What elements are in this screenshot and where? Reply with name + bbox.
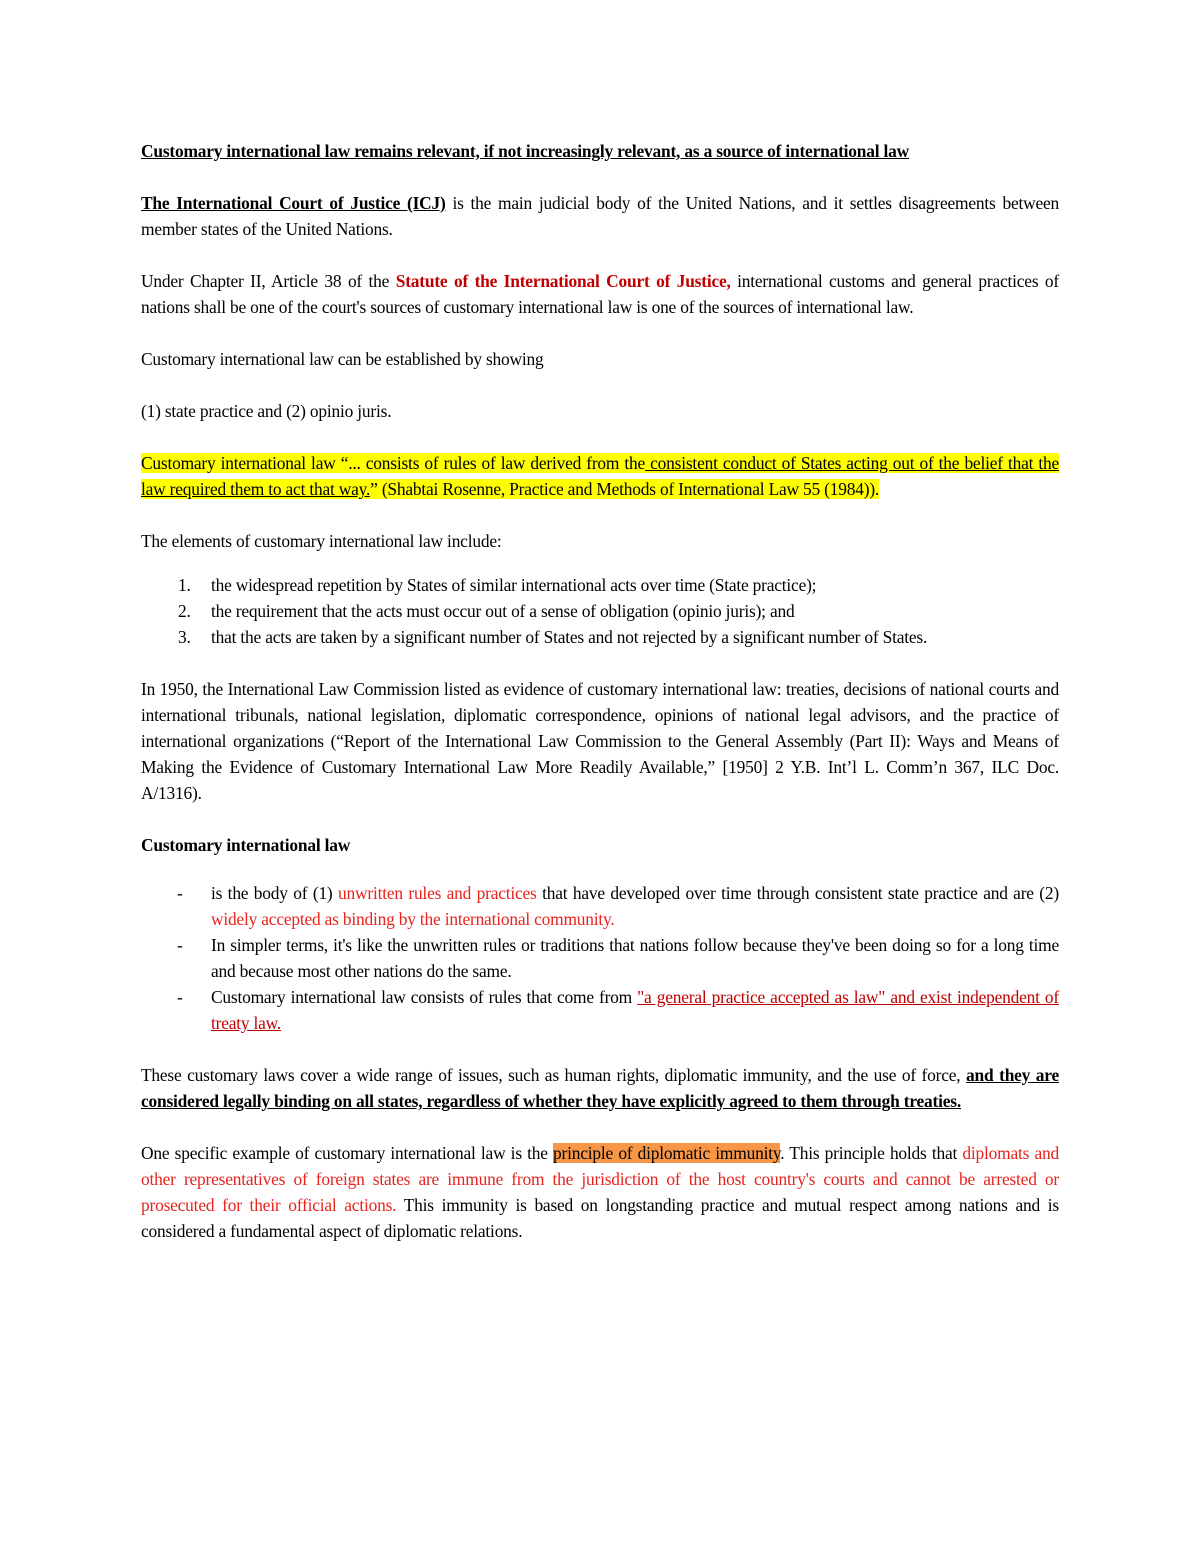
example-text: One specific example of customary international law is the [141, 1143, 554, 1163]
example-text: . This principle holds that [780, 1143, 963, 1163]
bullet-red-text: unwritten rules and practices [338, 883, 537, 903]
rosenne-quote [141, 450, 1059, 502]
list-item [141, 880, 1059, 932]
list-number: 2. [178, 601, 191, 621]
example-paragraph [141, 1140, 1059, 1244]
list-item [141, 984, 1059, 1036]
list-item-text: that the acts are taken by a significant number of States and not rejected by a significant number of States. [211, 627, 928, 647]
list-item-text: the widespread repetition by States of similar international acts over time (State practice); [211, 575, 817, 595]
icj-term: The International Court of Justice (ICJ) [141, 193, 446, 213]
document-title: Customary international law remains relevant, if not increasingly relevant, as a source of international law [141, 141, 910, 161]
cil-bullet-list [141, 880, 1059, 1036]
ilc-paragraph: In 1950, the International Law Commission listed as evidence of customary international law: treaties, decisions of national courts and international tribunals, national legislation, diplomatic correspondence, opinions of national legal advisors, and the practice of international organizations (“Report of the International Law Commission to the General Assembly (Part II): Ways and Means of Making the Evidence of Customary International Law More Readily Available,” [1950] 2 Y.B. Int’l L. Comm’n 367, ILC Doc. A/1316). [141, 679, 1059, 803]
example-text: This immunity is based on longstanding practice and mutual respect among nations and is considered a fundamental aspect of diplomatic relations. [141, 1195, 1059, 1241]
example-red-text: diplomats and other representatives of foreign states are immune from the jurisdiction of the host country's courts and cannot be arrested or prosecuted for their official actions. [141, 1143, 1059, 1215]
diplomatic-immunity-highlight: principle of diplomatic immunity [553, 1143, 781, 1163]
state-practice-line: (1) state practice and (2) opinio juris. [141, 401, 392, 421]
bullet-text: that have developed over time through consistent state practice and are (2) [536, 883, 1059, 903]
elements-intro: The elements of customary international law include: [141, 531, 502, 551]
list-number: 1. [178, 575, 191, 595]
quote-underlined: consistent conduct of States acting out of the belief that the law required them to act that way. [141, 453, 1060, 499]
list-item [141, 932, 1059, 984]
list-item [141, 598, 1059, 624]
document-page [141, 138, 1059, 1270]
statute-name: Statute of the International Court of Justice, [395, 271, 731, 291]
bullet-red-underlined: "a general practice accepted as law" and exist independent of treaty law. [211, 987, 1059, 1033]
bullet-text: Customary international law consists of rules that come from [211, 987, 638, 1007]
cil-heading: Customary international law [141, 835, 351, 855]
bullet-marker: - [177, 883, 183, 903]
bullet-text: is the body of (1) [211, 883, 339, 903]
bullet-marker: - [177, 935, 183, 955]
scope-bold: and they are considered legally binding on all states, regardless of whether they have explicitly agreed to them through treaties. [141, 1065, 1060, 1111]
article-38-after: international customs and general practices of nations shall be one of the court's sources of customary international law is one of the sources of international law. [141, 271, 1059, 317]
list-item [141, 572, 1059, 598]
icj-text: is the main judicial body of the United Nations, and it settles disagreements between member states of the United Nations. [141, 193, 1059, 239]
bullet-marker: - [177, 987, 183, 1007]
scope-paragraph [141, 1062, 1059, 1114]
quote-before: Customary international law “... consists of rules of law derived from the [141, 453, 646, 473]
list-number: 3. [178, 627, 191, 647]
article-38-before: Under Chapter II, Article 38 of the [141, 271, 396, 291]
list-item [141, 624, 1059, 650]
article-38-paragraph [141, 268, 1059, 320]
icj-paragraph [141, 190, 1059, 242]
list-item-text: the requirement that the acts must occur out of a sense of obligation (opinio juris); and [211, 601, 795, 621]
quote-after: ” (Shabtai Rosenne, Practice and Methods of International Law 55 (1984)). [370, 479, 880, 499]
elements-list [141, 572, 1059, 650]
bullet-red-text: widely accepted as binding by the international community. [211, 909, 615, 929]
bullet-text: In simpler terms, it's like the unwritten rules or traditions that nations follow because they've been doing so for a long time and because most other nations do the same. [211, 935, 1059, 981]
scope-text: These customary laws cover a wide range of issues, such as human rights, diplomatic immunity, and the use of force, [141, 1065, 967, 1085]
establish-paragraph: Customary international law can be established by showing [141, 349, 544, 369]
